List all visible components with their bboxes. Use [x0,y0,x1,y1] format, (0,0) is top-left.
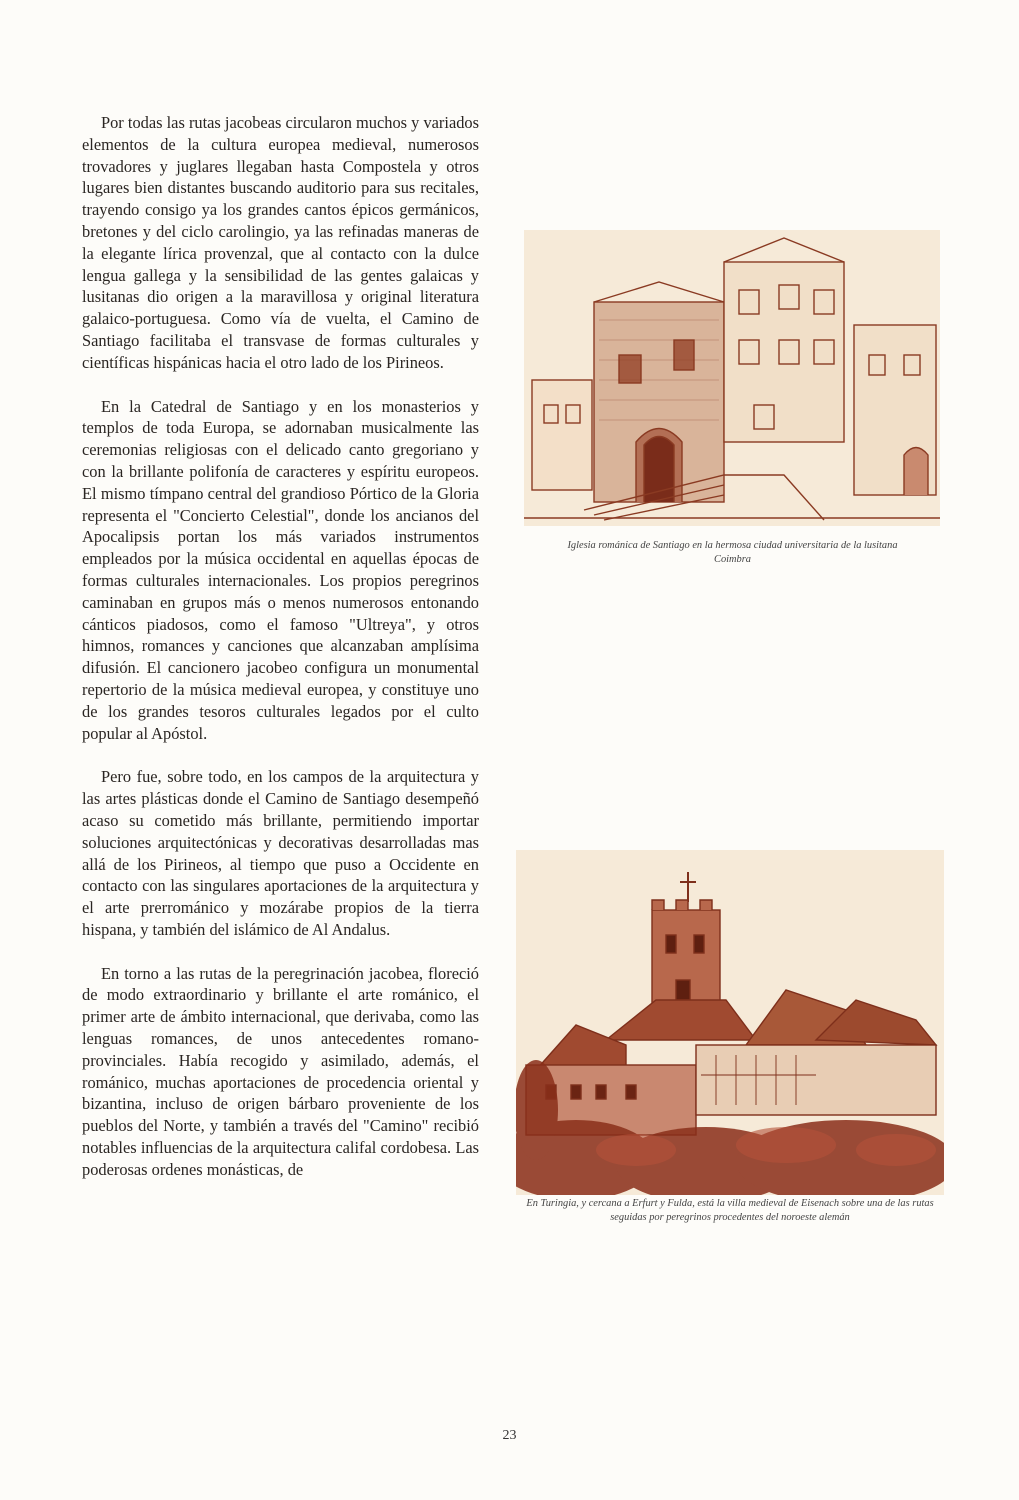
paragraph-4: En torno a las rutas de la peregrinación jacobea, floreció de modo extraordinario y brillante el arte románico, el primer arte de ámbito internacional, que derivaba, como las lenguas romances, de unos antecedentes romano-provinciales. Había recogido y asimilado, además, el románico, muchas aportaciones de procedencia oriental y bizantina, incluso de origen bárbaro proveniente de los pueblos del Norte, y también a través del "Camino" recibió notables influencias de la arquitectura califal cordobesa. Las poderosas ordenes monásticas, de [82,963,479,1179]
figure-1-caption: Iglesia románica de Santiago en la hermosa ciudad universitaria de la lusitana Coimbra [567,540,898,565]
paragraph-1: Por todas las rutas jacobeas circularon muchos y variados elementos de la cultura europea medieval, numerosos trovadores y juglares llegaban hasta Compostela y otros lugares bien distantes buscando auditorio para sus recitales, trayendo consigo ya los grandes cantos épicos germánicos, bretones y del ciclo carolingio, ya las refinadas maneras de la elegante lírica provenzal, que al contacto con la dulce lengua gallega y la sensibilidad de las gentes galaicas y lusitanas dio origen a la maravillosa y original literatura galaico-portuguesa. Como vía de vuelta, el Camino de Santiago facilitaba el transvase de formas culturales y científicas hispánicas hacia el otro lado de los Pirineos. [82,113,479,372]
paragraph-3: Pero fue, sobre todo, en los campos de la arquitectura y las artes plásticas donde el Camino de Santiago desempeñó acaso su cometido más brillante, permitiendo importar soluciones arquitectónicas y decorativas desarrolladas mas allá de los Pirineos, al tiempo que puso a Occidente en contacto con las singulares aportaciones de la arquitectura y el arte prerrománico y mozárabe propios de la tierra hispana, y también del islámico de Al Andalus. [82,767,479,939]
paragraph-2: En la Catedral de Santiago y en los monasterios y templos de toda Europa, se adornaban musicalmente las ceremonias religiosas con el delicado canto gregoriano y con la brillante polifonía de caracteres y espíritu europeos. El mismo tímpano central del grandioso Pórtico de la Gloria representa el "Concierto Celestial", donde los ancianos del Apocalipsis portan los más variados instrumentos empleados por la música occidental en aquellas épocas de formas culturales internacionales. Los propios peregrinos caminaban en grupos más o menos numerosos entonando cánticos piadosos, como el famoso "Ultreya", y otros himnos, romances y canciones que alcanzaban amplísima difusión. El cancionero jacobeo configura un monumental repertorio de la música medieval europea, y constituye uno de los grandes tesoros culturales legados por el culto popular al Apóstol. [82,396,479,743]
main-text-column [82,112,479,1203]
page-number: 23 [502,1428,517,1443]
figure-2-caption: En Turingia, y cercana a Erfurt y Fulda, está la villa medieval de Eisenach sobre una de las rutas seguidas por peregrinos procedentes del noroeste alemán [526,1198,934,1223]
eisenach-castle-illustration [516,850,944,1195]
coimbra-church-illustration [524,230,940,526]
